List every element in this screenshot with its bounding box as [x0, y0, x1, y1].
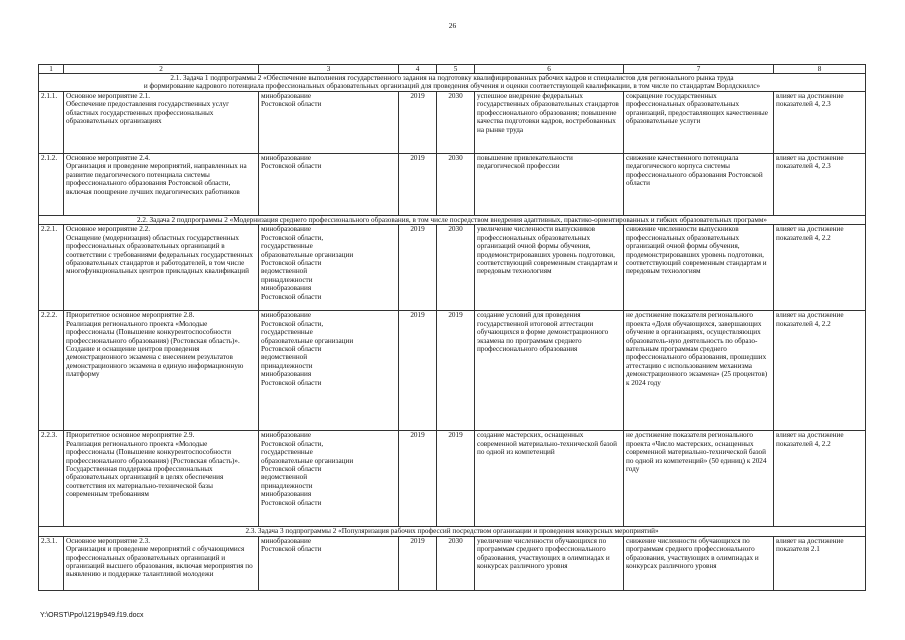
table-row	[39, 431, 866, 527]
row-number: 2.2.2.	[39, 311, 64, 431]
consequence: не достижение показателя регионального проекта «Доля обучающихся, завершающих обучение в организациях, осуществляющих образователь-ную деятельность по образо-вательным программам среднего профессионального образования, прошедших аттестацию с использованием механизма демонстрационного экзамена» (25 процентов) к 2024 году	[624, 311, 774, 431]
end-year: 2030	[437, 225, 475, 311]
task-row	[39, 74, 866, 92]
row-number: 2.2.3.	[39, 431, 64, 527]
end-year: 2030	[437, 92, 475, 154]
executor: минобразование Ростовской области, государственные образовательные организации Ростовской области ведомственной принадлежности минобразования Ростовской области	[259, 431, 399, 527]
activity-name: Основное мероприятие 2.3. Организация и проведение мероприятий с обучающимися профессиональных образовательных организаций и организаций высшего образования, включая мероприятия по выявлению и поддержке талантливой молодежи	[64, 536, 259, 590]
indicator-link: влияет на достижение показателя 2.1	[774, 536, 866, 590]
task-heading: 2.3. Задача 3 подпрограммы 2 «Популяризация рабочих профессий посредством организации и проведения конкурсных мероприятий»	[39, 527, 866, 536]
start-year: 2019	[399, 225, 437, 311]
executor: минобразование Ростовской области	[259, 154, 399, 216]
column-number: 1	[39, 65, 64, 74]
start-year: 2019	[399, 154, 437, 216]
task-row	[39, 527, 866, 536]
row-number: 2.2.1.	[39, 225, 64, 311]
column-number-row	[39, 65, 866, 74]
row-number: 2.1.1.	[39, 92, 64, 154]
activity-name: Приоритетное основное мероприятие 2.8. Реализация регионального проекта «Молодые профессионалы (Повышение конкурентоспособности профессионального образования) (Ростовская область)». Создание и оснащение центров проведения демонстрационного экзамена с внесением результатов демонстрационного экзамена в единую информационную платформу	[64, 311, 259, 431]
column-number: 3	[259, 65, 399, 74]
table-row	[39, 154, 866, 216]
column-number: 6	[475, 65, 624, 74]
table-row	[39, 92, 866, 154]
expected-result: создание условий для проведения государственной итоговой аттестации обучающихся в форме демонстрационного экзамена по программам среднего профессионального образования	[475, 311, 624, 431]
column-number: 4	[399, 65, 437, 74]
start-year: 2019	[399, 311, 437, 431]
end-year: 2019	[437, 311, 475, 431]
table-row	[39, 225, 866, 311]
executor: минобразование Ростовской области	[259, 536, 399, 590]
consequence: снижение численности обучающихся по программам среднего профессионального образования, участвующих в олимпиадах и конкурсах различного уровня	[624, 536, 774, 590]
start-year: 2019	[399, 536, 437, 590]
column-number: 5	[437, 65, 475, 74]
consequence: сокращение государственных профессиональных образовательных организаций, предоставляющих качественные образовательные услуги	[624, 92, 774, 154]
expected-result: успешное внедрение федеральных государственных образовательных стандартов профессионального образования; повышение качества подготовки кадров, востребованных на рынке труда	[475, 92, 624, 154]
consequence: снижение качественного потенциала педагогического корпуса системы профессионального образования Ростовской области	[624, 154, 774, 216]
file-path-footer: Y:\ORST\Ppo\1219p949.f19.docx	[40, 612, 144, 619]
page-number: 26	[448, 21, 457, 30]
expected-result: увеличение численности обучающихся по программам среднего профессионального образования, участвующих в олимпиадах и конкурсах различного уровня	[475, 536, 624, 590]
consequence: не достижение показателя регионального проекта «Число мастерских, оснащенных современной материально-технической базой по одной из компетенций» (50 единиц) к 2024 году	[624, 431, 774, 527]
row-number: 2.3.1.	[39, 536, 64, 590]
task-heading: 2.1. Задача 1 подпрограммы 2 «Обеспечение выполнения государственного задания на подготовку квалифицированных рабочих кадров и специалистов для регионального рынка труда и формирование кадрового потенциала профессиональных образовательных организаций для проведения обучения и оценки соответствующей квалификации, в том числе по стандартам Ворлдскиллс»	[39, 74, 866, 92]
end-year: 2019	[437, 431, 475, 527]
task-row	[39, 216, 866, 225]
indicator-link: влияет на достижение показателей 4, 2.3	[774, 154, 866, 216]
table-row	[39, 311, 866, 431]
task-heading: 2.2. Задача 2 подпрограммы 2 «Модернизация среднего профессионального образования, в том числе посредством внедрения адаптивных, практико-ориентированных и гибких образовательных программ»	[39, 216, 866, 225]
consequence: снижение численности выпускников профессиональных образовательных организаций очной формы обучения, продемонстрировавших уровень подготовки, соответствующий современным стандартам и передовым технологиям	[624, 225, 774, 311]
activity-name: Основное мероприятие 2.1. Обеспечение предоставления государственных услуг областных государственных профессиональных образовательных организациях	[64, 92, 259, 154]
end-year: 2030	[437, 536, 475, 590]
executor: минобразование Ростовской области	[259, 92, 399, 154]
table-row	[39, 536, 866, 590]
indicator-link: влияет на достижение показателей 4, 2.2	[774, 225, 866, 311]
executor: минобразование Ростовской области, государственные образовательные организации Ростовской области ведомственной принадлежности минобразования Ростовской области	[259, 311, 399, 431]
column-number: 8	[774, 65, 866, 74]
start-year: 2019	[399, 92, 437, 154]
start-year: 2019	[399, 431, 437, 527]
indicator-link: влияет на достижение показателей 4, 2.3	[774, 92, 866, 154]
indicator-link: влияет на достижение показателей 4, 2.2	[774, 311, 866, 431]
end-year: 2030	[437, 154, 475, 216]
column-number: 2	[64, 65, 259, 74]
activity-name: Основное мероприятие 2.4. Организация и проведение мероприятий, направленных на развитие педагогического потенциала системы профессионального образования Ростовской области, включая поощрение лучших педагогических работников	[64, 154, 259, 216]
activity-name: Основное мероприятие 2.2. Оснащение (модернизация) областных государственных профессиональных образовательных организаций в соответствии с требованиями федеральных государственных образовательных стандартов и работодателей, в том числе многофункциональных центров прикладных квалификаций	[64, 225, 259, 311]
expected-result: повышение привлекательности педагогической профессии	[475, 154, 624, 216]
activities-table	[38, 64, 866, 591]
executor: минобразование Ростовской области, государственные образовательные организации Ростовской области ведомственной принадлежности минобразования Ростовской области	[259, 225, 399, 311]
activity-name: Приоритетное основное мероприятие 2.9. Реализация регионального проекта «Молодые профессионалы (Повышение конкурентоспособности профессионального образования) (Ростовская область)». Государственная поддержка профессиональных образовательных организаций в целях обеспечения соответствия их материально-технической базы современным требованиям	[64, 431, 259, 527]
row-number: 2.1.2.	[39, 154, 64, 216]
expected-result: создание мастерских, оснащенных современной материально-технической базой по одной из компетенций	[475, 431, 624, 527]
indicator-link: влияет на достижение показателей 4, 2.2	[774, 431, 866, 527]
column-number: 7	[624, 65, 774, 74]
expected-result: увеличение численности выпускников профессиональных образовательных организаций очной формы обучения, продемонстрировавших уровень подготовки, соответствующий современным стандартам и передовым технологиям	[475, 225, 624, 311]
